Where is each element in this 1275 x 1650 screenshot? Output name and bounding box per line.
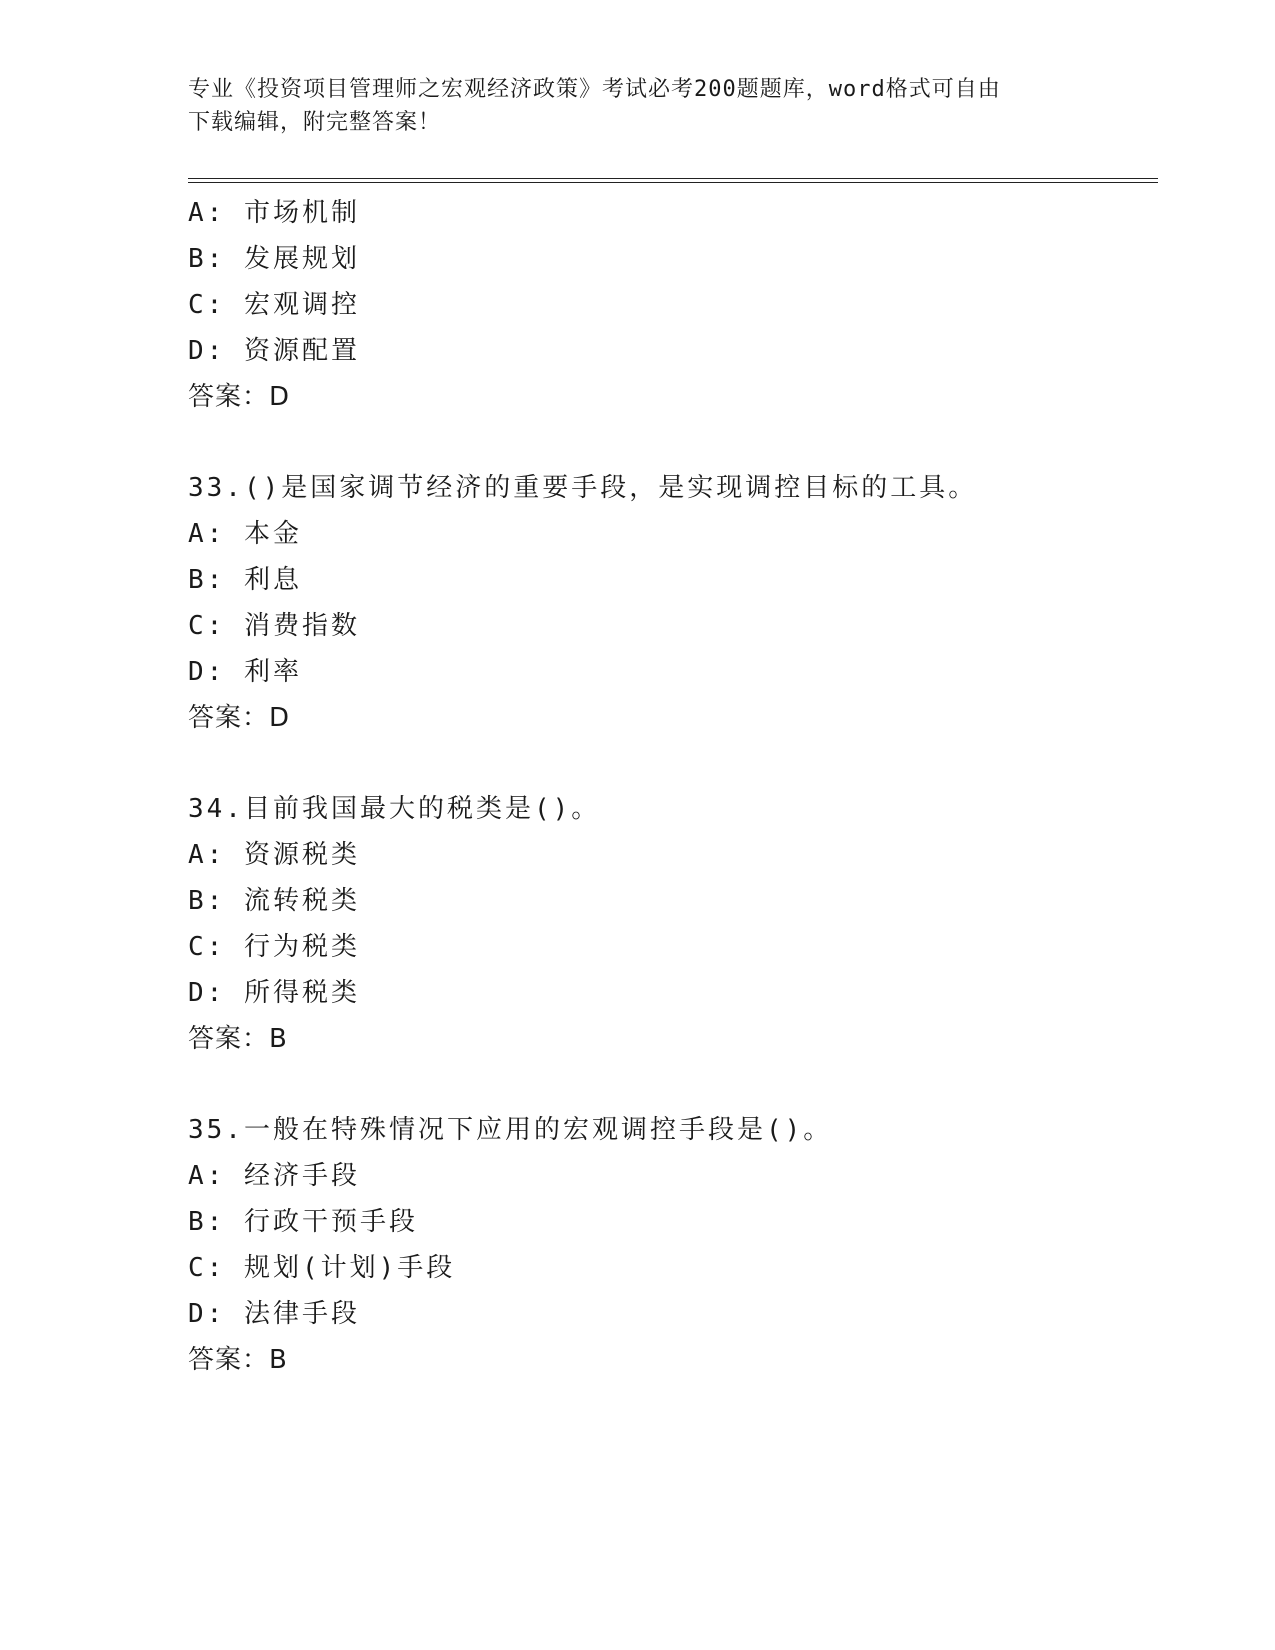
question-list	[188, 190, 1158, 1383]
answer-line: 答案：B	[188, 1024, 288, 1054]
option-b: B: 流转税类	[188, 886, 360, 916]
document-header	[188, 73, 1088, 139]
spacer	[188, 741, 1158, 786]
question-block-33	[188, 465, 1158, 741]
header-line-1: 专业《投资项目管理师之宏观经济政策》考试必考200题题库，word格式可自由	[188, 77, 1001, 102]
question-text: 33.()是国家调节经济的重要手段，是实现调控目标的工具。	[188, 473, 978, 503]
option-c: C: 宏观调控	[188, 290, 360, 320]
option-c: C: 规划(计划)手段	[188, 1253, 456, 1283]
answer-line: 答案：D	[188, 382, 291, 412]
option-d: D: 所得税类	[188, 978, 360, 1008]
option-c: C: 消费指数	[188, 611, 360, 641]
option-d: D: 利率	[188, 657, 302, 687]
option-c: C: 行为税类	[188, 932, 360, 962]
header-divider	[188, 178, 1158, 183]
spacer	[188, 1062, 1158, 1107]
option-d: D: 法律手段	[188, 1299, 360, 1329]
answer-line: 答案：D	[188, 703, 291, 733]
option-a: A: 经济手段	[188, 1161, 360, 1191]
question-block-34	[188, 786, 1158, 1062]
question-text: 35.一般在特殊情况下应用的宏观调控手段是()。	[188, 1115, 833, 1145]
option-b: B: 发展规划	[188, 244, 360, 274]
option-a: A: 资源税类	[188, 840, 360, 870]
answer-line: 答案：B	[188, 1345, 288, 1375]
option-d: D: 资源配置	[188, 336, 360, 366]
option-a: A: 市场机制	[188, 198, 360, 228]
option-b: B: 利息	[188, 565, 302, 595]
spacer	[188, 420, 1158, 465]
question-text: 34.目前我国最大的税类是()。	[188, 794, 601, 824]
header-line-2: 下载编辑，附完整答案！	[188, 110, 442, 135]
option-b: B: 行政干预手段	[188, 1207, 418, 1237]
question-block-32	[188, 190, 1158, 420]
question-block-35	[188, 1107, 1158, 1383]
option-a: A: 本金	[188, 519, 302, 549]
